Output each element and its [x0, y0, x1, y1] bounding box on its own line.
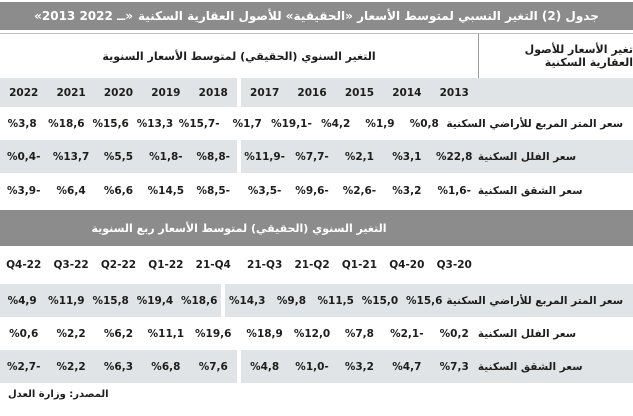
- table-cell: %19,1-: [271, 117, 312, 130]
- table-cell: %9,6-: [295, 184, 329, 197]
- quarterly-section-bar: [0, 210, 633, 246]
- annual-table: [0, 78, 633, 208]
- table-cell: %11,1: [147, 327, 185, 340]
- table-cell: %2,1-: [390, 327, 424, 340]
- source-note: المصدر: وزارة العدل: [8, 389, 109, 400]
- row-label: سعر الشقق السكنية: [478, 350, 633, 383]
- table-cell: %1,6-: [437, 184, 471, 197]
- corner-cell-empty: [478, 78, 633, 107]
- corner-header: تغير الأسعار للأصول العقارية السكنية: [524, 43, 633, 69]
- column-header: 2021: [47, 78, 94, 107]
- table-cell: %2,7-: [0, 350, 47, 383]
- table-cell: %7,6: [190, 350, 237, 383]
- table-cell: %1,8-: [142, 140, 189, 173]
- row-label: سعر الشقق السكنية: [477, 184, 583, 197]
- table-cell: %11,5: [314, 284, 358, 317]
- table-cell: %4,8: [241, 350, 288, 383]
- table-cell: %6,8: [142, 350, 189, 383]
- table-cell: %6,6: [103, 184, 134, 197]
- table-cell: %0,8: [409, 117, 439, 130]
- column-header: 2018: [190, 78, 237, 107]
- column-header: 2016: [288, 78, 335, 107]
- row-label: سعر المتر المربع للأراضي السكنية: [446, 284, 633, 317]
- table-cell: %13,3: [136, 117, 174, 130]
- column-header: Q3-20: [436, 259, 472, 271]
- table-cell: %3,5-: [247, 184, 282, 197]
- table-row: [0, 317, 633, 350]
- column-header: 21-Q3: [247, 259, 283, 271]
- table-cell: %19,4: [133, 284, 177, 317]
- quarterly-column-header-row: [0, 246, 633, 284]
- table-title-year-range: «2013 ــ 2022»: [34, 9, 134, 23]
- row-label: سعر المتر المربع للأراضي السكنية: [446, 117, 624, 130]
- table-cell: %15,6: [92, 117, 129, 130]
- column-header: Q2-22: [100, 259, 137, 271]
- column-header: 2015: [336, 78, 383, 107]
- table-cell: %7,8: [344, 327, 374, 340]
- table-cell: %4,2: [321, 117, 351, 130]
- table-cell: %11,9: [44, 284, 88, 317]
- table-cell: %1,0-: [288, 350, 335, 383]
- table-row: [0, 140, 633, 173]
- table-cell: %3,2: [336, 350, 383, 383]
- table-cell: %0,2: [439, 327, 469, 340]
- table-cell: %8,8-: [190, 140, 237, 173]
- column-header: Q1-22: [148, 259, 184, 271]
- table-cell: %0,6: [9, 327, 39, 340]
- column-header: 2017: [241, 78, 288, 107]
- table-title-bar: [0, 2, 633, 30]
- table-cell: %14,3: [225, 284, 269, 317]
- column-header: 2022: [0, 78, 47, 107]
- corner-cell-empty: [478, 246, 633, 284]
- column-header: 21-Q4: [195, 259, 231, 271]
- table-cell: %2,1: [336, 140, 383, 173]
- table-row: [0, 350, 633, 383]
- table-cell: %18,6: [177, 284, 221, 317]
- column-header: 21-Q2: [294, 259, 330, 271]
- table-header-band: [0, 33, 633, 78]
- column-header: 2020: [95, 78, 142, 107]
- table-cell: %14,5: [147, 184, 185, 197]
- table-cell: %3,8: [7, 117, 37, 130]
- column-header: Q4-20: [389, 259, 425, 271]
- table-row: [0, 107, 633, 140]
- table-title: جدول (2) التغير النسبي لمتوسط الأسعار «الحقيقية» للأصول العقارية السكنية: [138, 9, 599, 23]
- table-cell: %3,1: [383, 140, 430, 173]
- table-cell: %5,5: [95, 140, 142, 173]
- table-cell: %7,7-: [288, 140, 335, 173]
- table-cell: %3,9-: [6, 184, 41, 197]
- table-cell: %6,3: [95, 350, 142, 383]
- table-cell: %13,7: [47, 140, 94, 173]
- table-cell: %4,9: [0, 284, 44, 317]
- column-header: Q1-21: [341, 259, 378, 271]
- table-cell: %4,7: [383, 350, 430, 383]
- row-label: سعر الفلل السكنية: [477, 327, 577, 340]
- table-cell: %15,6: [402, 284, 446, 317]
- table-row: [0, 284, 633, 317]
- table-cell: %6,2: [103, 327, 134, 340]
- table-cell: %9,8: [269, 284, 313, 317]
- table-cell: %11,9-: [241, 140, 288, 173]
- annual-section-header: التغير السنوي (الحقيقي) لمتوسط الأسعار السنوية: [102, 49, 376, 63]
- table-cell: %7,3: [431, 350, 478, 383]
- column-header: 2014: [383, 78, 430, 107]
- row-label: سعر الفلل السكنية: [478, 140, 633, 173]
- table-cell: %15,8: [89, 284, 133, 317]
- table-cell: %1,7: [232, 117, 262, 130]
- table-cell: %6,4: [56, 184, 86, 197]
- table-row: [0, 173, 633, 208]
- column-header: Q3-22: [53, 259, 89, 271]
- table-cell: %2,2: [47, 350, 94, 383]
- table-cell: %3,2: [392, 184, 422, 197]
- table-cell: %2,6-: [342, 184, 377, 197]
- table-cell: %15,0: [358, 284, 402, 317]
- column-header: 2013: [431, 78, 478, 107]
- table-cell: %0,4-: [0, 140, 47, 173]
- table-cell: %1,9: [365, 117, 395, 130]
- table-cell: %8,5-: [196, 184, 230, 197]
- column-header: 2019: [142, 78, 189, 107]
- table-cell: %12,0: [293, 327, 331, 340]
- table-cell: %19,6: [195, 327, 232, 340]
- table-cell: %15,7-: [178, 117, 220, 130]
- column-header: Q4-22: [6, 259, 42, 271]
- table-cell: %18,9: [246, 327, 283, 340]
- table-cell: %22,8: [431, 140, 478, 173]
- table-cell: %2,2: [56, 327, 86, 340]
- table-cell: %18,6: [48, 117, 85, 130]
- quarterly-table: [0, 246, 633, 383]
- quarterly-section-header: التغير السنوي (الحقيقي) لمتوسط الأسعار ربع السنوية: [91, 221, 387, 235]
- annual-column-header-row: [0, 78, 633, 107]
